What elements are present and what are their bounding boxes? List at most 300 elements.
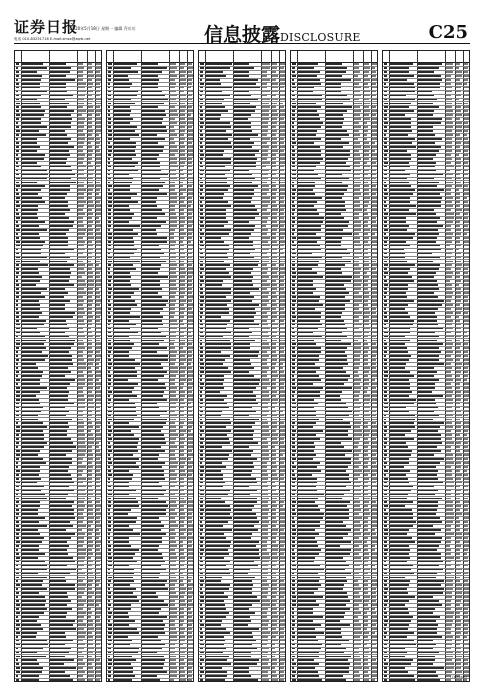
cell-text <box>280 347 284 349</box>
cell-text <box>206 87 232 89</box>
cell-text <box>326 399 341 401</box>
cell-text <box>326 438 352 440</box>
cell-text <box>326 557 343 559</box>
cell-text <box>292 411 295 413</box>
cell-text <box>114 245 134 247</box>
cell-text <box>200 371 204 373</box>
cell-text <box>206 99 224 101</box>
cell-text <box>78 71 83 73</box>
cell-text <box>96 521 100 523</box>
cell-text <box>280 99 285 101</box>
cell-text <box>390 363 406 365</box>
cell-text <box>262 667 270 669</box>
cell-text <box>88 434 93 436</box>
cell-text <box>326 110 347 112</box>
cell-text <box>88 478 92 480</box>
cell-text <box>206 403 227 405</box>
cell-text <box>50 209 70 211</box>
cell-text <box>200 253 203 255</box>
cell-text <box>280 628 284 630</box>
cell-text <box>326 620 340 622</box>
cell-text <box>364 529 368 531</box>
cell-text <box>446 288 452 290</box>
cell-text <box>262 114 269 116</box>
cell-text <box>180 126 185 128</box>
cell-text <box>272 249 277 251</box>
cell-text <box>326 237 342 239</box>
cell-text <box>200 620 202 622</box>
cell-text <box>78 675 83 677</box>
cell-text <box>114 185 130 187</box>
cell-text <box>292 450 296 452</box>
cell-text <box>390 308 405 310</box>
cell-text <box>418 114 433 116</box>
cell-text <box>114 103 135 105</box>
cell-text <box>78 272 85 274</box>
cell-text <box>96 241 101 243</box>
cell-text <box>200 636 203 638</box>
cell-text <box>108 656 110 658</box>
cell-text <box>22 580 43 582</box>
cell-text <box>292 162 295 164</box>
cell-text <box>372 71 376 73</box>
cell-text <box>372 640 378 642</box>
cell-text <box>96 343 101 345</box>
cell-text <box>326 569 345 571</box>
cell-text <box>16 561 19 563</box>
cell-text <box>180 268 185 270</box>
cell-text <box>88 63 92 65</box>
cell-text <box>78 174 84 176</box>
cell-text <box>372 324 378 326</box>
cell-text <box>50 596 68 598</box>
cell-text <box>372 217 376 219</box>
cell-text <box>280 403 285 405</box>
cell-text <box>88 221 93 223</box>
cell-text <box>170 371 178 373</box>
cell-text <box>262 308 270 310</box>
cell-text <box>364 71 369 73</box>
cell-text <box>262 438 267 440</box>
cell-text <box>188 462 193 464</box>
cell-text <box>372 79 377 81</box>
cell-text <box>206 679 225 681</box>
cell-text <box>354 395 359 397</box>
cell-text <box>384 371 388 373</box>
cell-text <box>188 185 192 187</box>
cell-text <box>384 83 386 85</box>
cell-text <box>180 178 185 180</box>
cell-text <box>188 521 192 523</box>
cell-text <box>78 182 84 184</box>
cell-text <box>326 403 346 405</box>
cell-text <box>180 612 184 614</box>
cell-text <box>464 221 469 223</box>
cell-text <box>200 75 203 77</box>
cell-text <box>326 221 349 223</box>
cell-text <box>142 490 166 492</box>
cell-text <box>78 403 85 405</box>
cell-text <box>372 233 375 235</box>
cell-text <box>96 494 102 496</box>
cell-text <box>464 343 468 345</box>
cell-text <box>114 146 136 148</box>
cell-text <box>22 257 47 259</box>
cell-text <box>298 225 321 227</box>
cell-text <box>50 241 68 243</box>
cell-text <box>206 533 224 535</box>
cell-text <box>280 612 285 614</box>
cell-text <box>234 197 252 199</box>
cell-text <box>298 419 319 421</box>
cell-text <box>78 185 84 187</box>
cell-text <box>206 154 223 156</box>
cell-text <box>298 608 313 610</box>
cell-text <box>180 75 185 77</box>
cell-text <box>292 596 296 598</box>
cell-text <box>180 114 185 116</box>
cell-text <box>272 600 277 602</box>
cell-text <box>114 419 134 421</box>
cell-text <box>354 498 359 500</box>
cell-text <box>234 71 249 73</box>
cell-text <box>96 75 102 77</box>
cell-text <box>22 498 47 500</box>
cell-text <box>456 118 460 120</box>
cell-text <box>272 205 277 207</box>
cell-text <box>364 663 368 665</box>
cell-text <box>16 197 20 199</box>
cell-text <box>262 624 268 626</box>
cell-text <box>354 596 360 598</box>
cell-text <box>180 375 185 377</box>
cell-text <box>16 363 18 365</box>
cell-text <box>262 430 269 432</box>
cell-text <box>142 387 166 389</box>
cell-text <box>88 430 91 432</box>
cell-text <box>206 446 222 448</box>
cell-text <box>418 276 434 278</box>
cell-text <box>200 264 203 266</box>
cell-text <box>108 185 112 187</box>
cell-text <box>464 296 468 298</box>
cell-text <box>88 304 92 306</box>
cell-text <box>372 565 375 567</box>
cell-text <box>16 182 19 184</box>
cell-text <box>200 549 204 551</box>
cell-text <box>88 185 94 187</box>
cell-text <box>200 648 203 650</box>
cell-text <box>108 193 112 195</box>
cell-text <box>292 276 296 278</box>
cell-text <box>22 529 38 531</box>
cell-text <box>188 268 193 270</box>
cell-text <box>206 565 226 567</box>
cell-text <box>88 249 93 251</box>
cell-text <box>180 415 184 417</box>
cell-text <box>142 399 167 401</box>
cell-text <box>206 63 232 65</box>
cell-text <box>464 114 469 116</box>
cell-text <box>22 565 47 567</box>
cell-text <box>418 185 437 187</box>
cell-text <box>326 573 351 575</box>
cell-text <box>298 577 320 579</box>
cell-text <box>114 620 135 622</box>
cell-text <box>234 106 256 108</box>
cell-text <box>272 675 277 677</box>
cell-text <box>142 193 167 195</box>
cell-text <box>114 166 135 168</box>
cell-text <box>142 470 164 472</box>
cell-text <box>390 261 407 263</box>
cell-text <box>262 340 267 342</box>
cell-text <box>22 592 39 594</box>
cell-text <box>326 407 348 409</box>
cell-text <box>418 320 437 322</box>
cell-text <box>170 91 176 93</box>
cell-text <box>292 652 294 654</box>
cell-text <box>390 225 409 227</box>
cell-text <box>272 241 277 243</box>
cell-text <box>108 91 111 93</box>
cell-text <box>22 106 41 108</box>
cell-text <box>206 656 229 658</box>
cell-text <box>390 249 404 251</box>
cell-text <box>280 316 285 318</box>
cell-text <box>390 87 415 89</box>
cell-text <box>50 636 66 638</box>
cell-text <box>170 197 177 199</box>
cell-text <box>298 663 319 665</box>
cell-text <box>96 363 99 365</box>
cell-text <box>298 170 314 172</box>
cell-text <box>262 185 269 187</box>
cell-text <box>234 351 259 353</box>
cell-text <box>180 470 185 472</box>
cell-text <box>298 324 322 326</box>
cell-text <box>234 304 259 306</box>
cell-text <box>96 87 100 89</box>
cell-text <box>298 478 317 480</box>
cell-text <box>354 434 362 436</box>
cell-text <box>108 545 111 547</box>
cell-text <box>188 628 192 630</box>
cell-text <box>78 561 84 563</box>
cell-text <box>200 300 204 302</box>
cell-text <box>188 201 192 203</box>
cell-text <box>200 122 204 124</box>
cell-text <box>234 237 249 239</box>
cell-text <box>292 533 296 535</box>
cell-text <box>206 490 230 492</box>
cell-text <box>390 359 409 361</box>
cell-text <box>16 612 20 614</box>
cell-text <box>384 367 387 369</box>
cell-text <box>22 422 43 424</box>
cell-text <box>206 71 223 73</box>
cell-text <box>170 158 177 160</box>
cell-text <box>280 178 285 180</box>
cell-text <box>280 158 285 160</box>
cell-text <box>326 63 342 65</box>
cell-text <box>372 114 376 116</box>
cell-text <box>16 264 19 266</box>
cell-text <box>262 221 267 223</box>
cell-text <box>170 304 175 306</box>
cell-text <box>456 67 459 69</box>
cell-text <box>456 158 461 160</box>
cell-text <box>280 114 285 116</box>
cell-text <box>326 486 346 488</box>
cell-text <box>88 75 94 77</box>
cell-text <box>114 284 131 286</box>
cell-text <box>142 320 162 322</box>
cell-text <box>188 142 192 144</box>
cell-text <box>298 276 323 278</box>
cell-text <box>170 628 176 630</box>
cell-text <box>326 513 349 515</box>
cell-text <box>384 312 387 314</box>
cell-text <box>142 644 165 646</box>
cell-text <box>78 87 85 89</box>
cell-text <box>16 158 19 160</box>
cell-text <box>22 541 42 543</box>
cell-text <box>364 525 368 527</box>
cell-text <box>364 588 368 590</box>
cell-text <box>180 87 184 89</box>
cell-text <box>326 233 352 235</box>
cell-text <box>22 209 38 211</box>
cell-text <box>418 221 437 223</box>
cell-text <box>372 486 377 488</box>
cell-text <box>280 553 284 555</box>
cell-text <box>16 494 18 496</box>
cell-text <box>234 347 250 349</box>
cell-text <box>272 387 276 389</box>
cell-text <box>22 296 45 298</box>
cell-text <box>50 213 65 215</box>
cell-text <box>234 162 256 164</box>
cell-text <box>456 245 461 247</box>
cell-text <box>170 442 175 444</box>
cell-text <box>188 150 194 152</box>
cell-text <box>114 509 131 511</box>
cell-text <box>96 304 100 306</box>
cell-text <box>384 106 388 108</box>
cell-text <box>298 146 320 148</box>
cell-text <box>88 201 93 203</box>
cell-text <box>364 659 368 661</box>
cell-text <box>464 130 468 132</box>
cell-text <box>446 110 453 112</box>
cell-text <box>50 419 72 421</box>
cell-text <box>372 193 376 195</box>
cell-text <box>292 588 295 590</box>
cell-text <box>280 533 285 535</box>
cell-text <box>170 596 178 598</box>
cell-text <box>446 122 453 124</box>
cell-text <box>22 501 40 503</box>
cell-text <box>262 513 268 515</box>
cell-text <box>326 466 348 468</box>
cell-text <box>200 624 204 626</box>
cell-text <box>108 351 111 353</box>
cell-text <box>280 474 284 476</box>
cell-text <box>234 509 252 511</box>
cell-text <box>22 264 48 266</box>
cell-text <box>50 454 66 456</box>
cell-text <box>364 142 369 144</box>
cell-text <box>16 328 20 330</box>
cell-text <box>464 367 468 369</box>
cell-text <box>88 667 93 669</box>
cell-text <box>456 193 460 195</box>
cell-text <box>354 490 361 492</box>
cell-text <box>22 624 41 626</box>
cell-text <box>364 395 370 397</box>
cell-text <box>142 118 163 120</box>
cell-text <box>188 182 194 184</box>
cell-text <box>180 237 184 239</box>
cell-text <box>108 663 112 665</box>
cell-text <box>234 217 255 219</box>
cell-text <box>234 166 256 168</box>
cell-text <box>96 565 100 567</box>
cell-text <box>142 75 158 77</box>
cell-text <box>292 478 296 480</box>
cell-text <box>170 75 177 77</box>
cell-text <box>372 442 377 444</box>
cell-text <box>418 182 439 184</box>
cell-text <box>292 640 294 642</box>
cell-text <box>354 261 359 263</box>
cell-text <box>354 201 360 203</box>
cell-text <box>464 178 469 180</box>
cell-text <box>108 308 111 310</box>
cell-text <box>16 438 19 440</box>
cell-text <box>234 419 259 421</box>
cell-text <box>262 253 267 255</box>
cell-text <box>200 659 204 661</box>
cell-text <box>180 261 184 263</box>
cell-text <box>326 201 345 203</box>
cell-text <box>16 185 20 187</box>
cell-text <box>180 569 185 571</box>
cell-text <box>88 347 92 349</box>
cell-text <box>418 264 440 266</box>
cell-text <box>298 343 316 345</box>
cell-text <box>170 320 177 322</box>
cell-text <box>326 122 343 124</box>
cell-text <box>180 217 185 219</box>
cell-text <box>262 284 270 286</box>
cell-text <box>108 426 111 428</box>
cell-text <box>108 201 112 203</box>
cell-text <box>464 253 470 255</box>
cell-text <box>298 541 317 543</box>
cell-text <box>390 237 413 239</box>
cell-text <box>22 261 40 263</box>
cell-text <box>200 395 202 397</box>
cell-text <box>78 359 84 361</box>
cell-text <box>372 529 375 531</box>
cell-text <box>50 217 69 219</box>
cell-text <box>354 130 359 132</box>
cell-text <box>78 498 85 500</box>
cell-text <box>292 189 296 191</box>
cell-text <box>372 296 378 298</box>
